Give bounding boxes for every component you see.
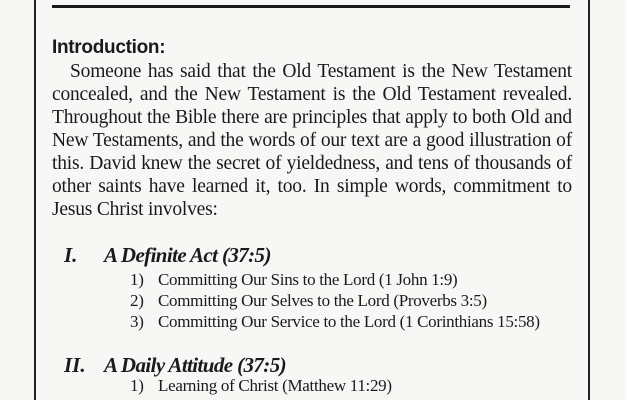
outline-item [130,312,540,332]
outline-section-1 [64,243,271,268]
item-text: Learning of Christ (Matthew 11:29) [158,376,392,395]
item-text: Committing Our Sins to the Lord (1 John 1:9) [158,270,458,289]
introduction-heading: Introduction: [52,37,166,58]
section-title: A Definite Act (37:5) [104,243,271,267]
outline-section-2 [64,353,286,378]
introduction-block [52,36,572,221]
item-number: 1) [130,270,144,289]
introduction-paragraph: Someone has said that the Old Testament is the New Testament concealed, and the New Testament is the Old Testament revealed. Throughout the Bible there are principles that apply to both Old and New Testaments, and the words of our text are a good illustration of this. David knew the secret of yieldedness, and tens of thousands of other saints have learned it, too. In simple words, commitment to Jesus Christ involves: [52,61,572,220]
section-numeral: I. [64,243,78,267]
top-rule [52,5,570,8]
outline-item [130,270,457,290]
section-title: A Daily Attitude (37:5) [104,353,286,377]
item-text: Committing Our Service to the Lord (1 Corinthians 15:58) [158,312,540,331]
item-number: 1) [130,376,144,395]
section-numeral: II. [64,353,86,377]
item-text: Committing Our Selves to the Lord (Proverbs 3:5) [158,291,487,310]
outline-item [130,291,487,311]
item-number: 2) [130,291,144,310]
item-number: 3) [130,312,144,331]
page-frame-right [588,0,590,400]
outline-item [130,376,392,396]
page-frame-left [34,0,36,400]
